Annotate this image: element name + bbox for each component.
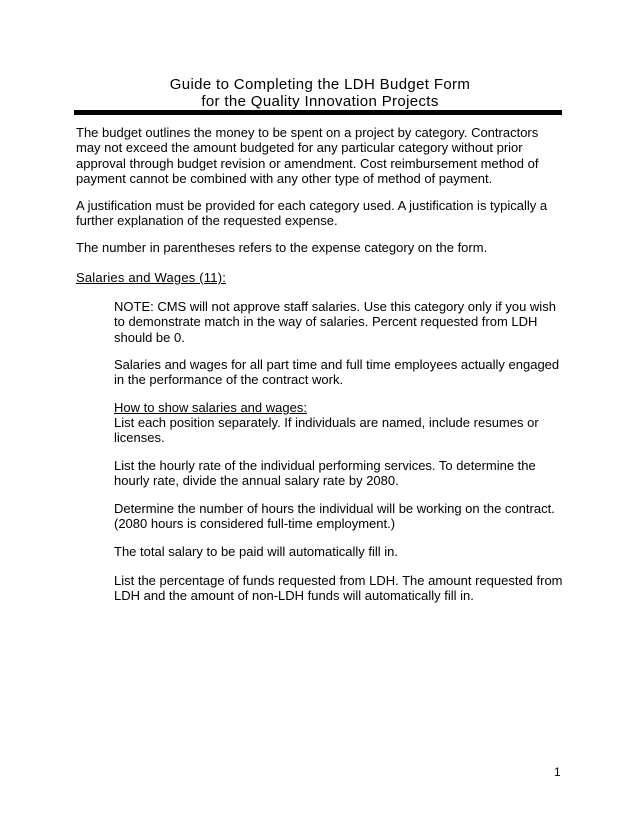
note-paragraph: NOTE: CMS will not approve staff salaries. Use this category only if you wish to demonstrate match in the way of salaries. Percent requested from LDH should be 0. [114,299,556,345]
how-to-heading: How to show salaries and wages: [114,400,307,415]
list-position-paragraph: List each position separately. If individuals are named, include resumes or licenses. [114,415,539,446]
justification-paragraph: A justification must be provided for each category used. A justification is typically a further explanation of the requested expense. [76,198,548,229]
title-line-2: for the Quality Innovation Projects [201,93,439,110]
section-heading: Salaries and Wages (11): [76,270,227,285]
salaries-paragraph: Salaries and wages for all part time and full time employees actually engaged in the performance of the contract work. [114,357,560,388]
page-number: 1 [554,765,561,779]
title-divider [74,110,562,115]
document-title [0,76,640,110]
parentheses-paragraph: The number in parentheses refers to the expense category on the form. [76,240,488,255]
intro-paragraph: The budget outlines the money to be spent on a project by category. Contractors may not exceed the amount budgeted for any particular category without prior approval through budget revision or amendment. Cost reimbursement method of payment cannot be combined with any other type of method of payment. [76,125,539,186]
total-salary-paragraph: The total salary to be paid will automatically fill in. [114,544,398,559]
hours-paragraph: Determine the number of hours the individual will be working on the contract. (2080 hours is considered full-time employment.) [114,501,555,532]
title-line-1: Guide to Completing the LDH Budget Form [169,76,471,93]
hourly-rate-paragraph: List the hourly rate of the individual performing services. To determine the hourly rate, divide the annual salary rate by 2080. [114,458,536,489]
percentage-paragraph: List the percentage of funds requested from LDH. The amount requested from LDH and the amount of non-LDH funds will automatically fill in. [114,573,563,604]
